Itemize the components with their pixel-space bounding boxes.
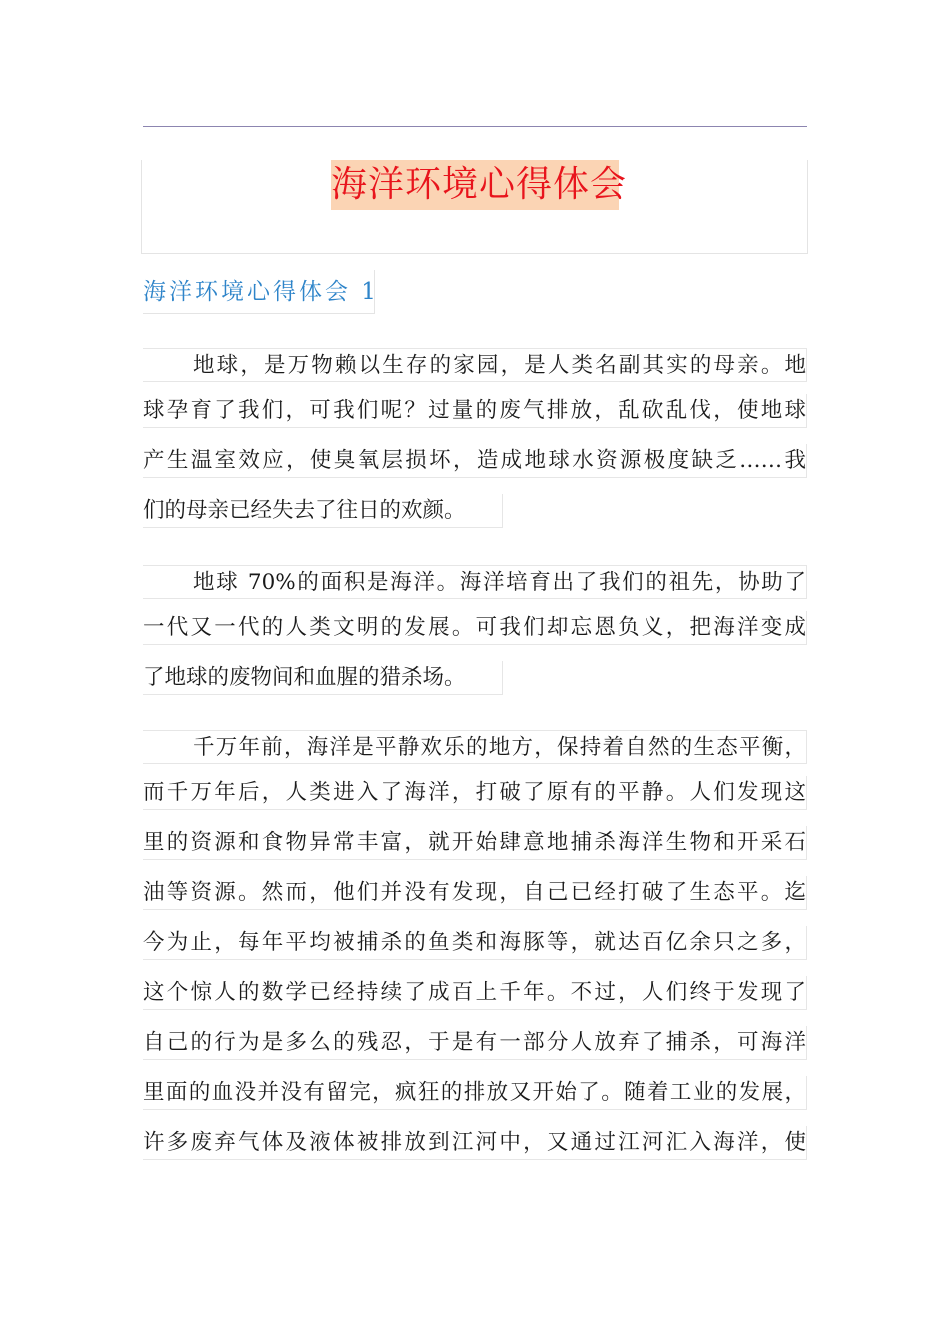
paragraph-2-line-1: 地球 70%的面积是海洋。海洋培育出了我们的祖先，协助了: [143, 565, 807, 599]
header-rule: [143, 126, 807, 127]
paragraph-1-line-2: 球孕育了我们，可我们呢？过量的废气排放，乱砍乱伐，使地球: [143, 394, 807, 428]
paragraph-3-line-7: 自己的行为是多么的残忍，于是有一部分人放弃了捕杀，可海洋: [143, 1026, 807, 1060]
paragraph-2-line-2: 一代又一代的人类文明的发展。可我们却忘恩负义，把海洋变成: [143, 611, 807, 645]
paragraph-3-line-5: 今为止，每年平均被捕杀的鱼类和海豚等，就达百亿余只之多，: [143, 926, 807, 960]
paragraph-3-line-6: 这个惊人的数学已经持续了成百上千年。不过，人们终于发现了: [143, 976, 807, 1010]
paragraph-3-line-9: 许多废弃气体及液体被排放到江河中，又通过江河汇入海洋，使: [143, 1126, 807, 1160]
paragraph-1-line-1: 地球，是万物赖以生存的家园，是人类名副其实的母亲。地: [143, 348, 807, 382]
section-heading: 海洋环境心得体会 1: [143, 270, 375, 314]
paragraph-3-line-1: 千万年前，海洋是平静欢乐的地方，保持着自然的生态平衡，: [143, 730, 807, 764]
paragraph-2-line-3: 了地球的废物间和血腥的猎杀场。: [143, 661, 503, 695]
paragraph-3-line-2: 而千万年后，人类进入了海洋，打破了原有的平静。人们发现这: [143, 776, 807, 810]
paragraph-3-line-3: 里的资源和食物异常丰富，就开始肆意地捕杀海洋生物和开采石: [143, 826, 807, 860]
paragraph-3-line-8: 里面的血没并没有留完，疯狂的排放又开始了。随着工业的发展，: [143, 1076, 807, 1110]
paragraph-3-line-4: 油等资源。然而，他们并没有发现，自己已经打破了生态平。迄: [143, 876, 807, 910]
paragraph-1-line-4: 们的母亲已经失去了往日的欢颜。: [143, 494, 503, 528]
paragraph-1-line-3: 产生温室效应，使臭氧层损坏，造成地球水资源极度缺乏……我: [143, 444, 807, 478]
document-title: 海洋环境心得体会: [331, 160, 619, 210]
